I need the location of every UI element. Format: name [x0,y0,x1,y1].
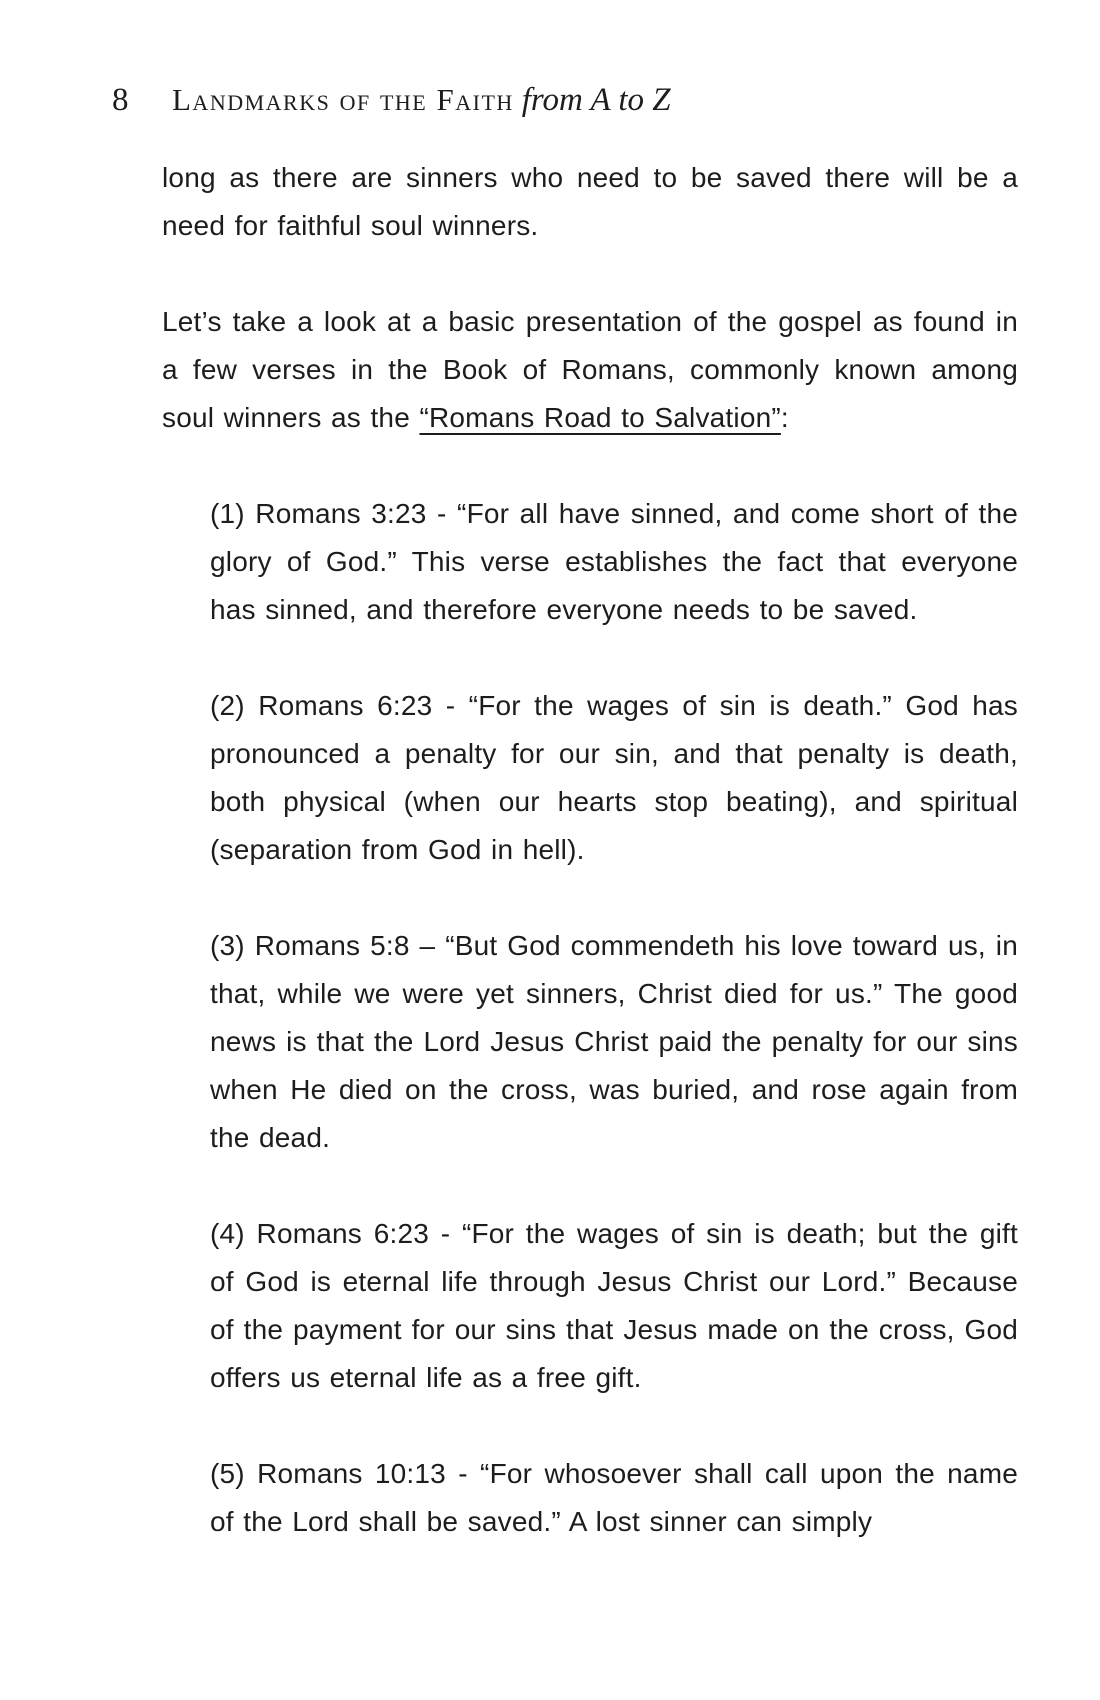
romans-road-intro-text: Let’s take a look at a basic presentation of the gospel as found in a few verses in the Book of Romans, commonly known among soul winners as the [162,306,1018,433]
list-item-romans-5-8: (3) Romans 5:8 – “But God commendeth his love toward us, in that, while we were yet sinners, Christ died for us.” The good news is that the Lord Jesus Christ paid the penalty for our sins when He died on the cross, was buried, and rose again from the dead. [210,930,1018,1153]
romans-road-colon: : [780,402,789,433]
list-item-romans-6-23-gift: (4) Romans 6:23 - “For the wages of sin is death; but the gift of God is eternal life through Jesus Christ our Lord.” Because of the payment for our sins that Jesus made on the cross, God offers us eternal life as a free gift. [210,1218,1018,1393]
running-head-subtitle: from A to Z [521,82,671,118]
list-item-romans-6-23-wages: (2) Romans 6:23 - “For the wages of sin is death.” God has pronounced a penalty for our sin, and that penalty is death, both physical (when our hearts stop beating), and spiritual (separation from God in hell). [210,690,1018,865]
paragraph-romans-road-intro [162,298,1018,442]
paragraph-continuation: long as there are sinners who need to be saved there will be a need for faithful soul winners. [162,162,1018,241]
romans-road-underlined-phrase: “Romans Road to Salvation” [419,402,781,433]
list-item-romans-10-13: (5) Romans 10:13 - “For whosoever shall call upon the name of the Lord shall be saved.” A lost sinner can simply [210,1458,1018,1537]
page-number: 8 [112,82,129,118]
running-head-title: Landmarks of the Faith [172,82,514,117]
page-header [112,78,1018,128]
page-body [162,154,1018,1546]
list-item-romans-3-23: (1) Romans 3:23 - “For all have sinned, and come short of the glory of God.” This verse establishes the fact that everyone has sinned, and therefore everyone needs to be saved. [210,498,1018,625]
